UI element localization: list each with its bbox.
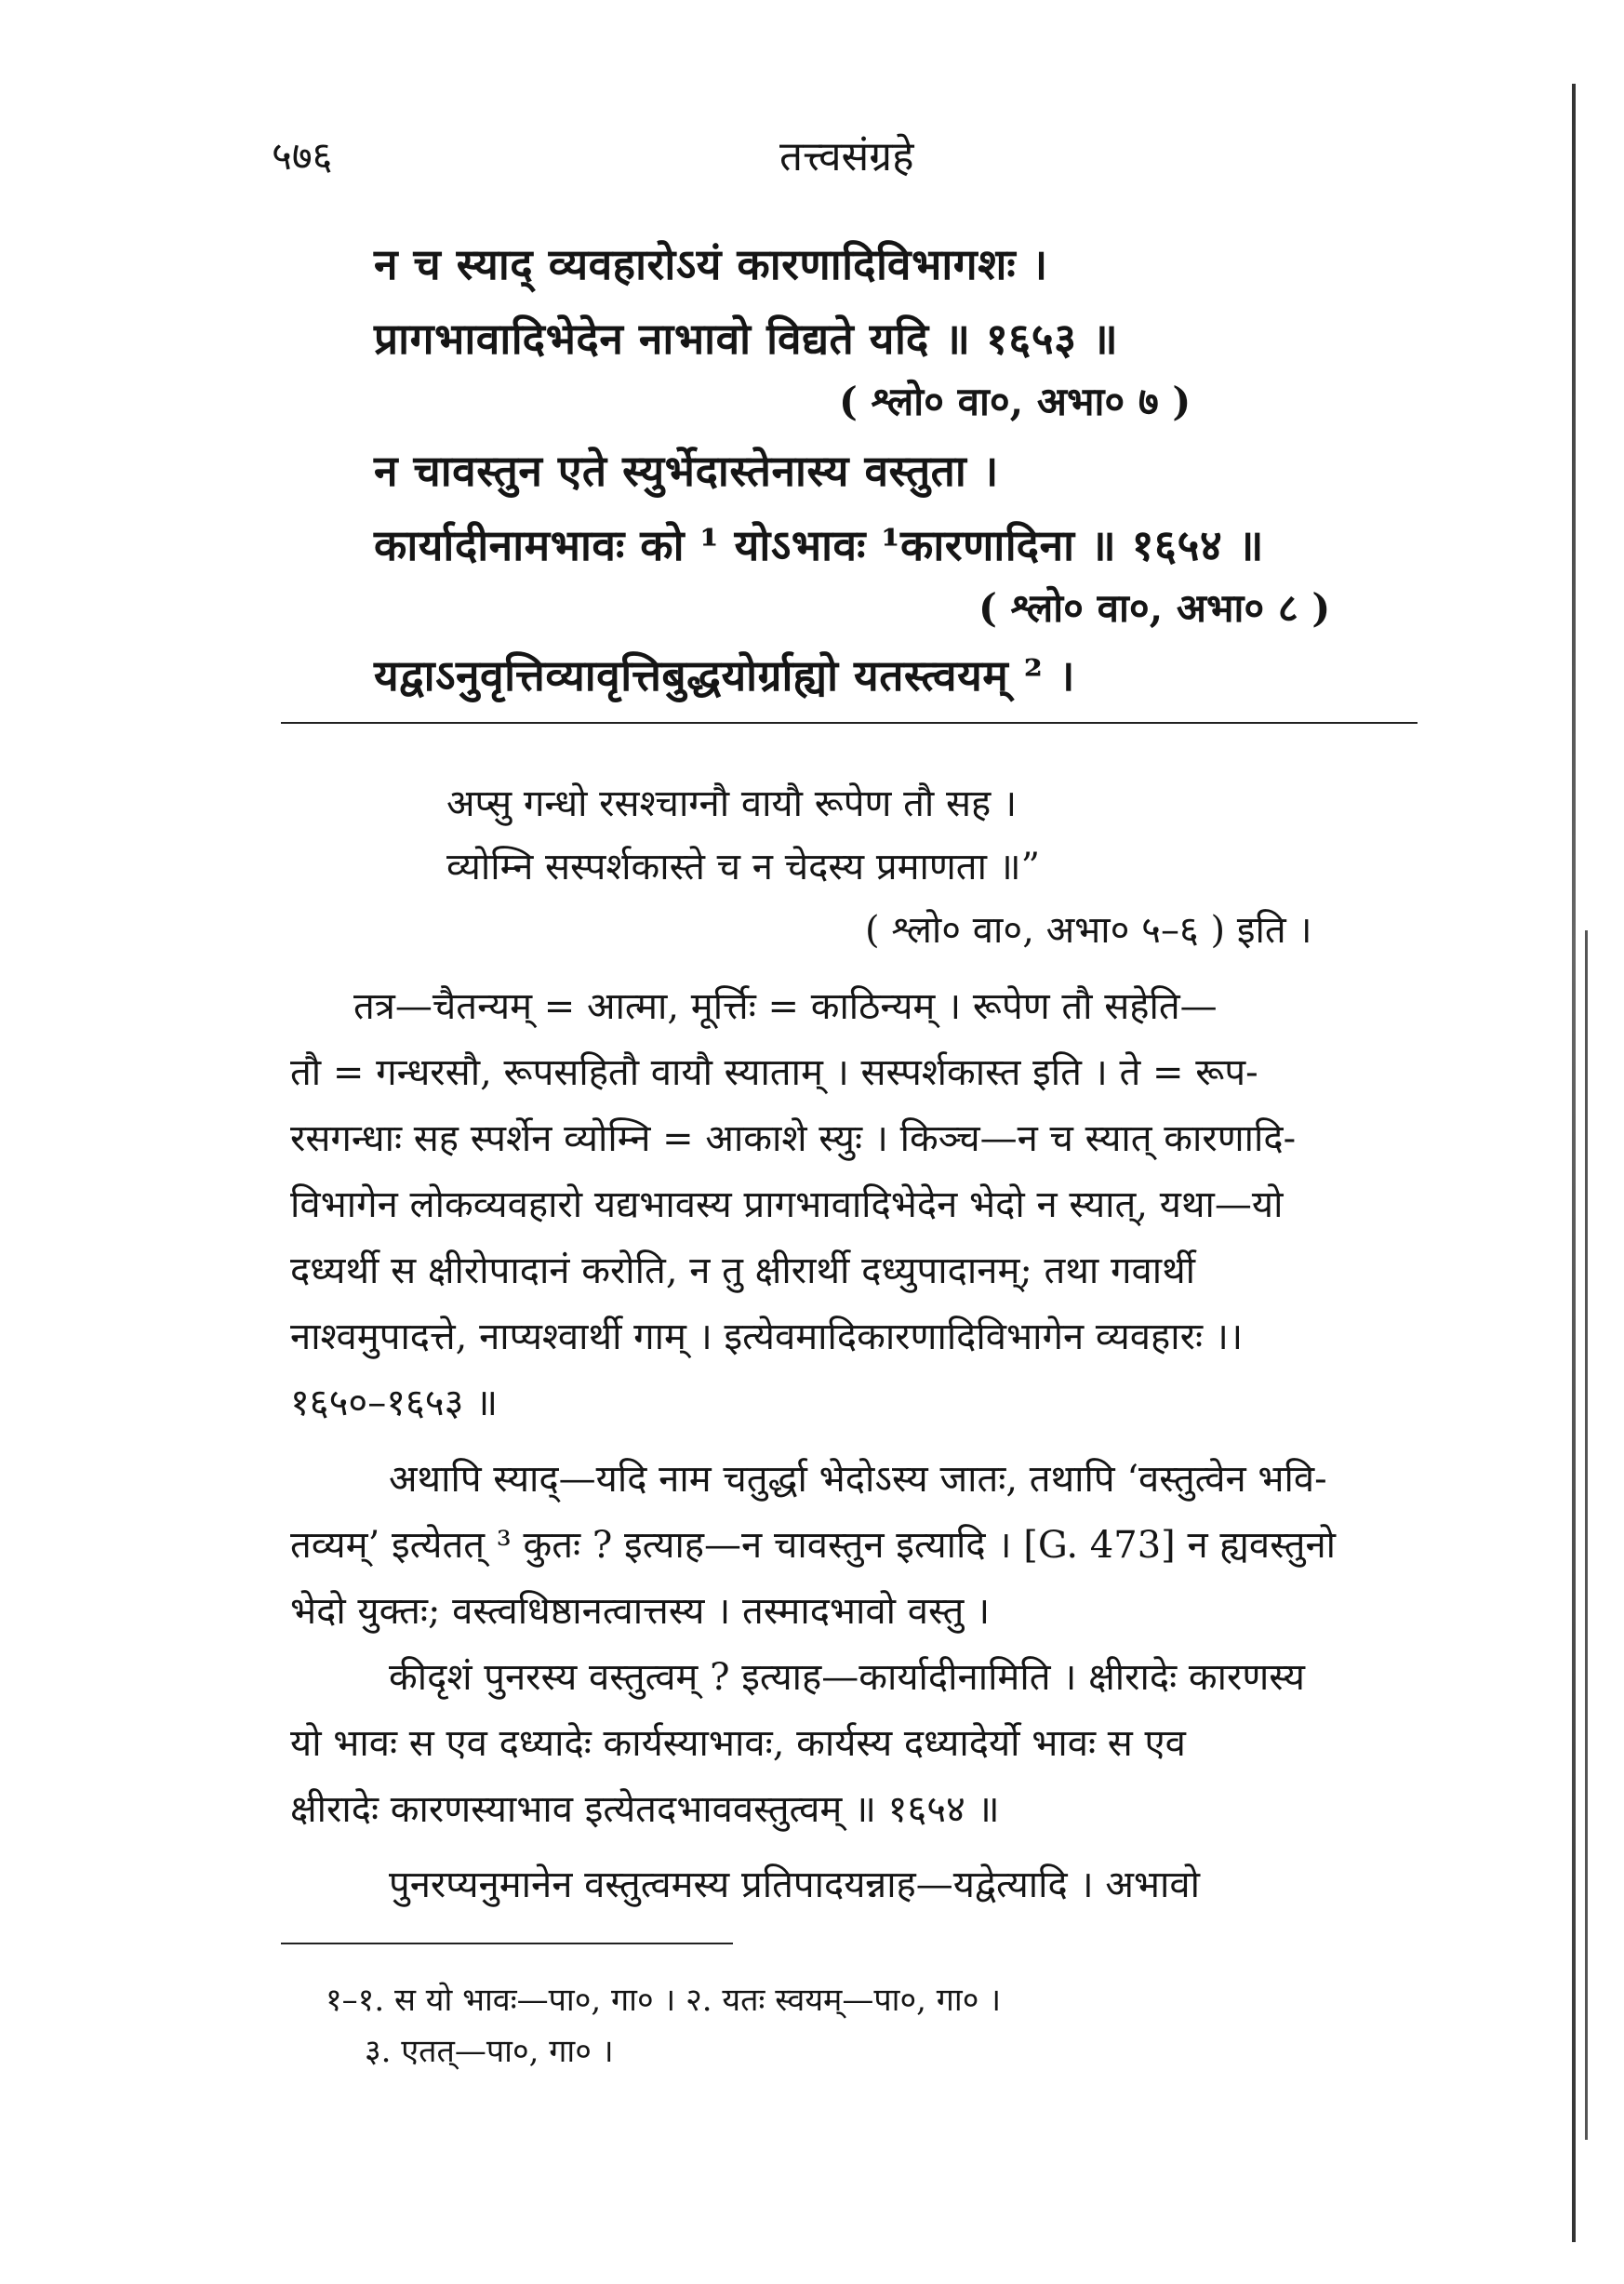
section-divider (281, 722, 1418, 724)
verse-line: यद्वाऽनुवृत्तिव्यावृत्तिबुद्धयोर्ग्राह्यो यतस्त्वयम् ² । (374, 650, 1075, 701)
commentary-line: कीदृशं पुनरस्य वस्तुत्वम् ? इत्याह—कार्यादीनामिति । क्षीरादेः कारणस्य (389, 1656, 1306, 1699)
quote-citation: ( श्लो० वा०, अभा० ५–६ ) इति । (865, 909, 1312, 952)
commentary-line: अथापि स्याद्—यदि नाम चतुर्द्धा भेदोऽस्य जातः, तथापि ‘वस्तुत्वेन भवि- (389, 1458, 1327, 1501)
commentary-line: यो भावः स एव दध्यादेः कार्यस्याभावः, कार्यस्य दध्यादेर्यो भावः स एव (290, 1722, 1186, 1765)
commentary-line: पुनरप्यनुमानेन वस्तुत्वमस्य प्रतिपादयन्नाह—यद्वेत्यादि । अभावो (389, 1863, 1200, 1906)
binding-edge-shadow (1585, 930, 1588, 2140)
page-number: ५७६ (272, 133, 333, 179)
commentary-line: नाश्वमुपादत्ते, नाप्यश्वार्थी गाम् । इत्येवमादिकारणादिविभागेन व्यवहारः ।। (290, 1316, 1244, 1358)
verse-line: कार्यादीनामभावः को ¹ योऽभावः ¹कारणादिना ॥ १६५४ ॥ (374, 520, 1264, 570)
verse-citation: ( श्लो० वा०, अभा० ७ ) (839, 379, 1191, 424)
footnote-divider (281, 1943, 733, 1944)
commentary-line: रसगन्धाः सह स्पर्शेन व्योम्नि = आकाशे स्युः । किञ्च—न च स्यात् कारणादि- (290, 1117, 1297, 1160)
footnote-line: ३. एतत्—पा०, गा० । (365, 2033, 614, 2070)
commentary-line: तव्यम्’ इत्येतत् ³ कुतः ? इत्याह—न चावस्तुन इत्यादि । [G. 473] न ह्यवस्तुनो (290, 1524, 1337, 1567)
binding-edge (1572, 84, 1576, 2242)
commentary-line: विभागेन लोकव्यवहारो यद्यभावस्य प्रागभावादिभेदेन भेदो न स्यात्, यथा—यो (290, 1183, 1284, 1226)
commentary-line: १६५०–१६५३ ॥ (290, 1382, 499, 1424)
quote-line: व्योम्नि सस्पर्शकास्ते च न चेदस्य प्रमाणता ॥” (446, 846, 1041, 888)
quote-line: अप्सु गन्धो रसश्चाग्नौ वायौ रूपेण तौ सह । (446, 782, 1018, 825)
verse-line: न च स्याद् व्यवहारोऽयं कारणादिविभागशः । (374, 239, 1048, 289)
commentary-line: क्षीरादेः कारणस्याभाव इत्येतदभाववस्तुत्वम् ॥ १६५४ ॥ (290, 1788, 1000, 1831)
commentary-line: तौ = गन्धरसौ, रूपसहितौ वायौ स्याताम् । सस्पर्शकास्त इति । ते = रूप- (290, 1051, 1258, 1094)
commentary-line: दध्यर्थी स क्षीरोपादानं करोति, न तु क्षीरार्थी दध्युपादानम्; तथा गवार्थी (290, 1249, 1196, 1292)
verse-line: प्रागभावादिभेदेन नाभावो विद्यते यदि ॥ १६५३ ॥ (374, 314, 1119, 364)
commentary-line: भेदो युक्तः; वस्त्वधिष्ठानत्वात्तस्य । तस्मादभावो वस्तु । (290, 1590, 991, 1633)
running-title: तत्त्वसंग्रहे (779, 133, 914, 180)
verse-citation: ( श्लो० वा०, अभा० ८ ) (978, 585, 1331, 631)
footnote-line: १–१. स यो भावः—पा०, गा० । २. यतः स्वयम्—पा०, गा० । (326, 1982, 1002, 2019)
verse-line: न चावस्तुन एते स्युर्भेदास्तेनास्य वस्तुता । (374, 446, 999, 496)
commentary-line: तत्र—चैतन्यम् = आत्मा, मूर्त्तिः = काठिन्यम् । रूपेण तौ सहेति— (353, 985, 1218, 1028)
